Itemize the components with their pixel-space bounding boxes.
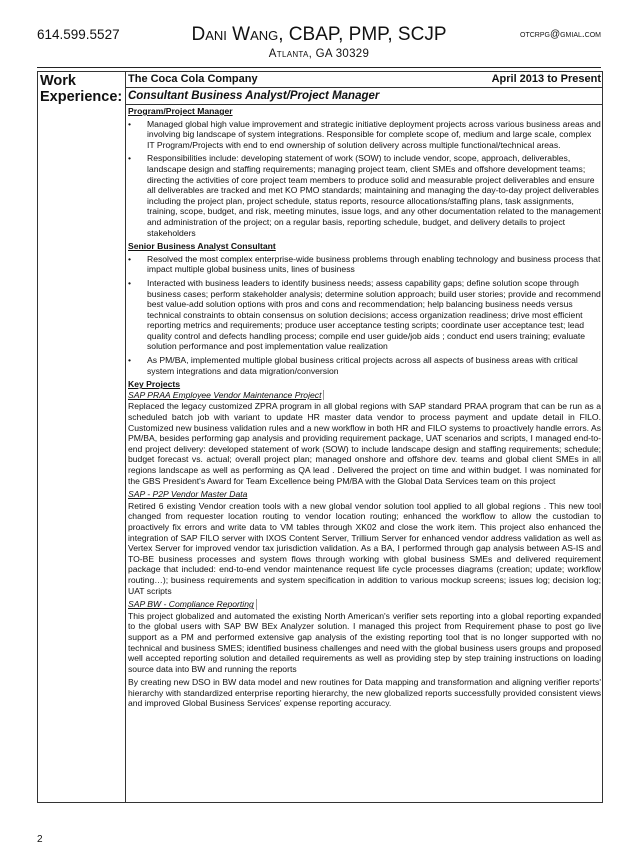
list-item: • Responsibilities include: developing statement of work (SOW) to include vendor, scope, approach, deliverables, landscape design and staffing requirements; managing project team, client SMEs and offshore development teams; directing the activities of core project team members to produce solid and measurable project deliverables and ensure all deliverables are tracked and met KO PMO standards; maintaining and managing the day-to-day project deliverables including the project plan, project schedule, status reports, resource allocations/staffing plans, task assignments, training, scope, budget, and risk, meeting minutes, issue logs, and any other documentation related to the management and administration of the project; on a regular basis, reporting schedule, budget, and delivery details to project stakeholders xyxy=(128,153,601,238)
section-label-cell xyxy=(38,72,126,802)
section-title-line1: Work xyxy=(40,73,76,89)
list-item: • Interacted with business leaders to identify business needs; assess capability gaps; define solution scope through business cases; perform stakeholder analysis; determine solution approach; build user stories; provide and recommend best value-add solution options with pros and cons and recommendation; help balancing business needs versus technical constraints to obtain consensus on solution decisions; access organization readiness; drive most efficient reporting metrics and requirements; produce user acceptance testing scripts; coordinate user acceptance test; lead quality control and defects handling process; compile end user guide/job aids ; conduct end users training; evaluate solution performance and post implementation value realization xyxy=(128,278,601,352)
section-title-line2: Experience: xyxy=(40,89,123,105)
header-credentials: , CBAP, PMP, SCJP xyxy=(278,24,447,45)
list-item: • As PM/BA, implemented multiple global business critical projects across all aspects of business areas with critical system integrations and data migration/conversion xyxy=(128,355,601,376)
header-divider xyxy=(37,67,601,68)
header-email: otcrpg@gmial.com xyxy=(520,29,601,40)
job-details-cell xyxy=(126,72,602,712)
list-item: • Managed global high value improvement and strategic initiative deployment projects across various business areas and involving big landscape of system integrations. Responsible for complete scope of, medium and large scale, complex IT Program/Projects with end to end ownership of solution delivery across multiple functional/technical areas. xyxy=(128,119,601,151)
project-paragraph: Retired 6 existing Vendor creation tools with a new global vendor solution tool applied to all global regions . This new tool changed from requester location routing to vendor location routing; enhanced the workflow to allow the custodian to proactively fix errors and write data to VM tables through XK02 and close the work item. This project also enhanced the integration of SAP FILO server with IXOS Content Server, Trillium Server for enhanced vendor address validation as well as Vertex Server for improved vendor tax jurisdiction validation. As a BA, I performed through gap analysis between AS-IS and TO-BE business processes and system flows through working with global business SMEs and delivered requirement package that included: end-to-end vendor maintenance request life cycle processes diagrams (creation; update; workflow routing…); business requirements and system specification in addition to various mockup screens; issues log; decision log; UAT scripts xyxy=(128,500,601,596)
pm-heading: Program/Project Manager xyxy=(128,106,233,116)
header-location: Atlanta, GA 30329 xyxy=(268,48,370,60)
project-title-p2p: SAP - P2P Vendor Master Data xyxy=(128,489,248,500)
sba-heading: Senior Business Analyst Consultant xyxy=(128,241,276,252)
work-experience-table xyxy=(37,71,603,803)
header-name-first: Dani Wang xyxy=(191,24,279,45)
company-row xyxy=(126,72,602,88)
company-name: The Coca Cola Company xyxy=(128,73,258,85)
page-number: 2 xyxy=(37,834,43,845)
job-role: Consultant Business Analyst/Project Manager xyxy=(126,88,602,105)
project-paragraph: Replaced the legacy customized ZPRA program in all global regions with SAP standard PRAA program that can be run as a scheduled batch job with variant to update HR master data vendor to process payment and update detail in FILO. Customized new business validation rules and a new workflow in both HR and FILO systems to proactively handle errors. As PM/BA, besides performing gap analysis and providing requirement package, UAT scenarios and scripts, I managed end-to-end project delivery: developed statement of work (SOW) to include landscape design and staffing requirements; schedule; budget forecast vs. actual; overall project plan; managed onshore and offshore dev. teams and global client SMEs in all regions landscape as well as performing as QA lead . Delivered the project on time and within budget. I was nominated for the GBS President's Award for Team Excellence being PM/BA with the Global Data Services team on this project xyxy=(128,401,601,486)
project-title-praa: SAP PRAA Employee Vendor Maintenance Project xyxy=(128,390,324,401)
project-title-bw: SAP BW - Compliance Reporting xyxy=(128,599,257,610)
section-title xyxy=(40,73,122,105)
header-phone: 614.599.5527 xyxy=(37,27,120,42)
key-projects-heading: Key Projects xyxy=(128,379,181,390)
list-item: • Resolved the most complex enterprise-wide business problems through enabling technology and business process that impact multiple global business units, lines of business xyxy=(128,254,601,275)
job-body xyxy=(126,105,602,709)
project-paragraph: This project globalized and automated the existing North American's verifier sets reporting into a global reporting expanded to the global users with SAP BW BEx Analyzer solution. I managed this project from Requirement phase to post go live support as a PM and performed extensive gap analysis of the existing reporting tool that is no longer supported with no technical and business SMES; identified business challenges and need with the global business users groups and proposed well accepted reporting solution and detailed requirements as well as providing step by step training instructions on loading source data into BW and running the reports xyxy=(128,610,601,674)
job-dates: April 2013 to Present xyxy=(491,73,601,85)
project-paragraph: By creating new DSO in BW data model and new routines for Data mapping and transformation and aligning verifier reports' hierarchy with standardized enterprise reporting hierarchy, the new globalized reports successfully provided consistent views and improved Global Business Services' expense reporting accuracy. xyxy=(128,677,601,709)
